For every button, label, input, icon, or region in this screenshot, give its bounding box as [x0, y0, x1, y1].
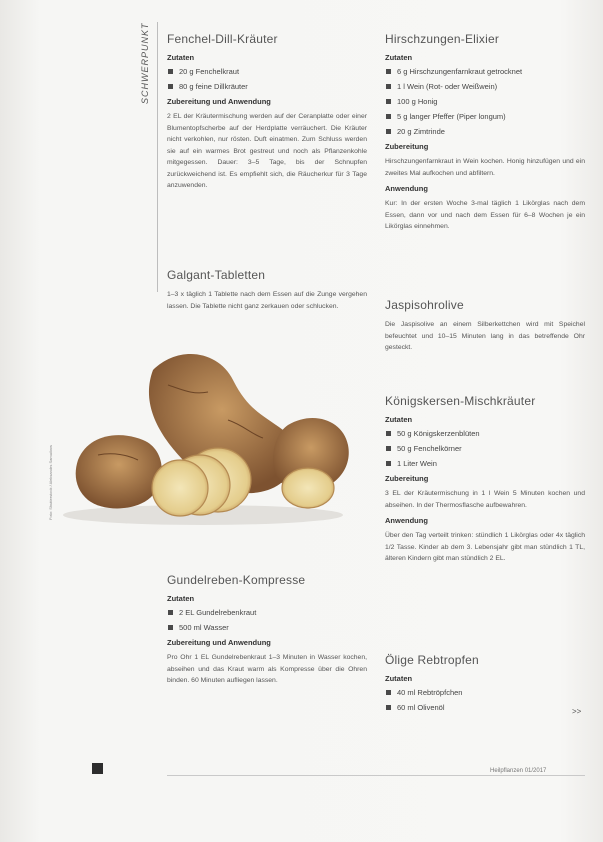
page-number-box [92, 763, 103, 774]
use-text: Kur: In der ersten Woche 3-mal täglich 1 Likörglas nach dem Essen, dann vor und nach dem Essen für 6–8 Wochen je ein Likörglas einnehmen. [385, 200, 585, 230]
list-item: 20 g Fenchelkraut [167, 67, 367, 76]
recipe-title: Fenchel-Dill-Kräuter [167, 32, 278, 46]
photo-credit: Foto: Shutterstock / Aleksandrs Samuilovs [48, 445, 53, 520]
method-label: Zubereitung und Anwendung [167, 638, 271, 647]
recipe-title: Gundelreben-Kompresse [167, 573, 306, 587]
galangal-root-photo [58, 340, 376, 530]
ingredients-list [385, 429, 585, 468]
use-label: Anwendung [385, 184, 428, 193]
recipe-koenigskerze [385, 394, 585, 570]
list-item: 100 g Honig [385, 97, 585, 106]
list-item: 500 ml Wasser [167, 623, 367, 632]
list-item: 40 ml Rebtröpfchen [385, 688, 585, 697]
list-item: 2 EL Gundelrebenkraut [167, 608, 367, 617]
method-text: 3 EL der Kräutermischung in 1 l Wein 5 Minuten kochen und abseihen. In der Thermosflasche aufbewahren. [385, 490, 585, 509]
method-text: 2 EL der Kräutermischung werden auf der Ceranplatte oder einer Blumentopfscherbe auf der Herdplatte verräuchert. Die Kräuter nicht verkohlen, nur rösten. Duft einatmen. Zum Schluss werden sie auf ein warmes Brot gestreut und noch als Pflanzenkohle mitgegessen. Dauer: 3–5 Tage, bis der Schnupfen zurückweichend ist. Es empfiehlt sich, die Räucherkur für 3 Tage anzuwenden. [167, 113, 367, 189]
footer-issue: Heilpflanzen 01/2017 [490, 768, 547, 774]
list-item: 6 g Hirschzungenfarnkraut getrocknet [385, 67, 585, 76]
use-text: Über den Tag verteilt trinken: stündlich 1 Likörglas oder 4x täglich 1/2 Tasse. Kinder ab dem 3. Lebensjahr gibt man stündlich 1 TL, älteren Kindern gibt man stündlich 2 EL. [385, 532, 585, 562]
section-tag: SCHWERPUNKT [140, 22, 150, 104]
method-label: Zubereitung [385, 142, 429, 151]
method-text: Hirschzungenfarnkraut in Wein kochen. Honig hinzufügen und ein zweites Mal aufkochen und abfiltern. [385, 158, 585, 177]
footer-rule [167, 775, 585, 776]
method-text: Die Jaspisolive an einem Silberkettchen wird mit Speichel befeuchtet und 10–15 Minuten lang in das betreffende Ohr gesteckt. [385, 321, 585, 351]
recipe-rebtropfen [385, 653, 585, 718]
list-item: 1 l Wein (Rot- oder Weißwein) [385, 82, 585, 91]
ingredients-label: Zutaten [167, 594, 195, 603]
list-item: 50 g Königskerzenblüten [385, 429, 585, 438]
method-label: Zubereitung und Anwendung [167, 97, 271, 106]
ingredients-list [385, 688, 585, 712]
ingredients-list [385, 67, 585, 136]
continued-arrow: >> [572, 707, 582, 716]
ingredients-label: Zutaten [385, 674, 413, 683]
list-item: 5 g langer Pfeffer (Piper longum) [385, 112, 585, 121]
recipe-gundelreben [167, 573, 367, 692]
method-text: Pro Ohr 1 EL Gundelrebenkraut 1–3 Minuten in Wasser kochen, abseihen und das Kraut warm als Kompresse über die Ohren binden. 60 Minuten aufliegen lassen. [167, 654, 367, 684]
recipe-galgant [167, 268, 367, 317]
list-item: 80 g feine Dillkräuter [167, 82, 367, 91]
use-label: Anwendung [385, 516, 428, 525]
column-divider [157, 22, 158, 292]
recipe-jaspis [385, 298, 585, 359]
ingredients-list [167, 67, 367, 91]
ingredients-list [167, 608, 367, 632]
recipe-title: Ölige Rebtropfen [385, 653, 479, 667]
recipe-hirschzungen [385, 32, 585, 238]
method-label: Zubereitung [385, 474, 429, 483]
recipe-title: Königskersen-Mischkräuter [385, 394, 536, 408]
ingredients-label: Zutaten [167, 53, 195, 62]
recipe-title: Hirschzungen-Elixier [385, 32, 500, 46]
ingredients-label: Zutaten [385, 415, 413, 424]
method-text: 1–3 x täglich 1 Tablette nach dem Essen auf die Zunge vergehen lassen. Die Tablette nicht ganz zerkauen oder schlucken. [167, 291, 367, 310]
list-item: 60 ml Olivenöl [385, 703, 585, 712]
recipe-fenchel-dill [167, 32, 367, 197]
recipe-title: Jaspisohrolive [385, 298, 464, 312]
list-item: 50 g Fenchelkörner [385, 444, 585, 453]
recipe-title: Galgant-Tabletten [167, 268, 266, 282]
ingredients-label: Zutaten [385, 53, 413, 62]
list-item: 1 Liter Wein [385, 459, 585, 468]
list-item: 20 g Zimtrinde [385, 127, 585, 136]
